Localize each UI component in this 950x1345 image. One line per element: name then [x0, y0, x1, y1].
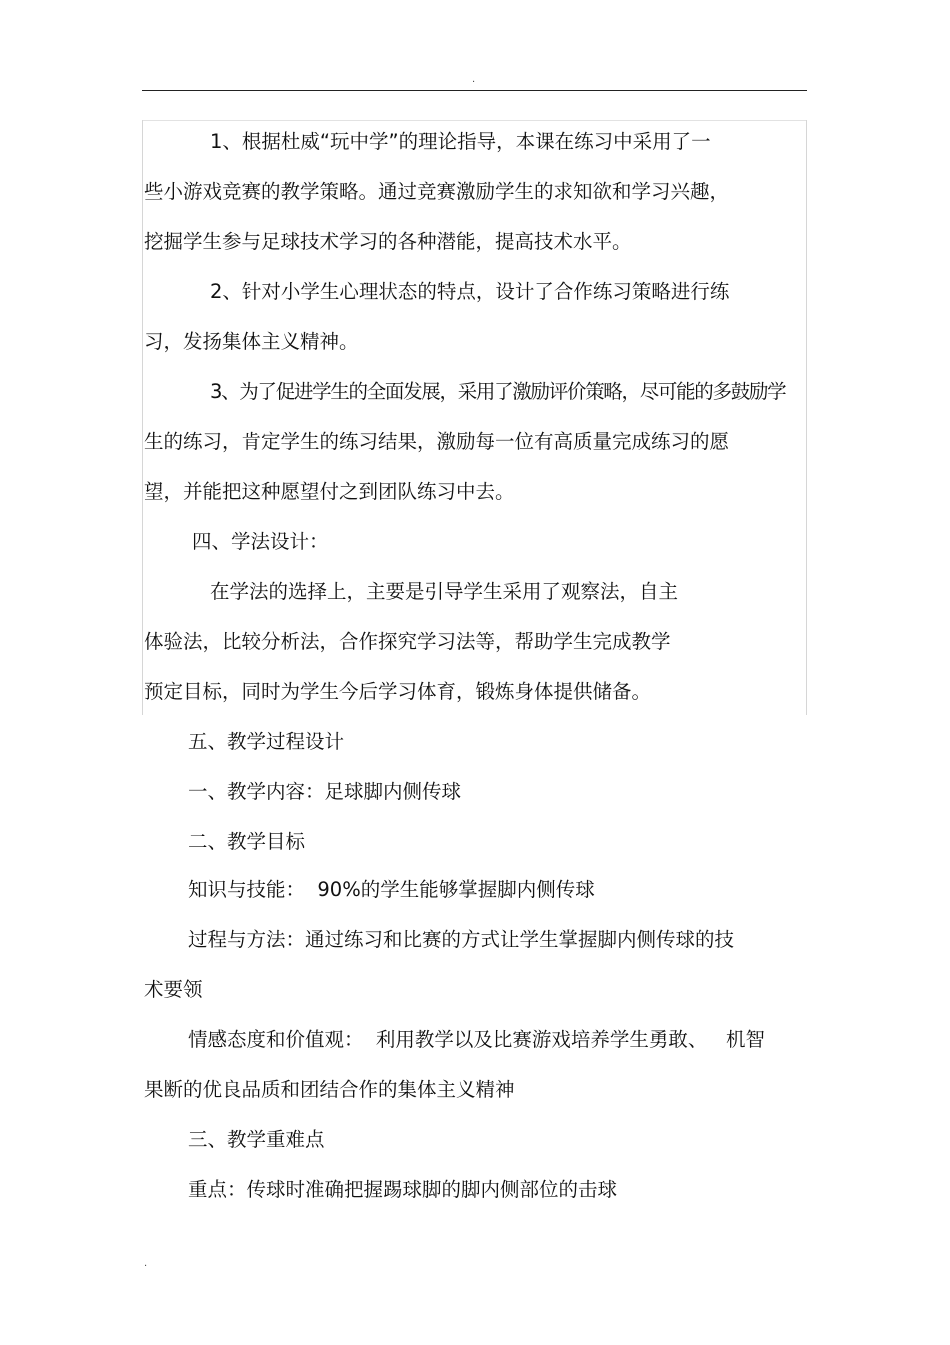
paragraph-4-line-3: 预定目标，同时为学生今后学习体育，锻炼身体提供储备。: [144, 680, 652, 703]
subheading-key-difficult-points: 三、教学重难点: [188, 1128, 325, 1151]
frame-right-border: [806, 120, 807, 715]
paragraph-1-line-3: 挖掘学生参与足球技术学习的各种潜能，提高技术水平。: [144, 230, 632, 253]
frame-top-border: [142, 120, 807, 121]
paragraph-4-line-1: 在学法的选择上，主要是引导学生采用了观察法，自主: [210, 580, 679, 603]
paragraph-2-line-1: 2、针对小学生心理状态的特点，设计了合作练习策略进行练: [210, 280, 730, 303]
frame-left-border: [142, 120, 143, 715]
paragraph-3-line-2: 生的练习，肯定学生的练习结果，激励每一位有高质量完成练习的愿: [144, 430, 730, 453]
section-heading-process-design: 五、教学过程设计: [188, 730, 345, 753]
header-rule: [142, 90, 807, 91]
key-point: 重点：传球时准确把握踢球脚的脚内侧部位的击球: [188, 1178, 618, 1201]
goal-process-method-line-2: 术要领: [144, 978, 203, 1001]
paragraph-3-line-3: 望，并能把这种愿望付之到团队练习中去。: [144, 480, 515, 503]
goal-emotion-values-line-2: 果断的优良品质和团结合作的集体主义精神: [144, 1078, 515, 1101]
paragraph-4-line-2: 体验法，比较分析法，合作探究学习法等，帮助学生完成教学: [144, 630, 671, 653]
section-heading-learning-method: 四、学法设计：: [192, 530, 329, 553]
paragraph-1-line-2: 些小游戏竞赛的教学策略。通过竞赛激励学生的求知欲和学习兴趣，: [144, 180, 730, 203]
subheading-teaching-content: 一、教学内容：足球脚内侧传球: [188, 780, 462, 803]
paragraph-2-line-2: 习，发扬集体主义精神。: [144, 330, 359, 353]
goal-knowledge-skills: 知识与技能： 90%的学生能够掌握脚内侧传球: [188, 878, 595, 901]
header-dot: .: [472, 74, 476, 85]
paragraph-3-line-1: 3、为了促进学生的全面发展，采用了激励评价策略，尽可能的多鼓励学: [210, 380, 786, 403]
goal-emotion-values-line-1: 情感态度和价值观： 利用教学以及比赛游戏培养学生勇敢、 机智: [188, 1028, 765, 1051]
goal-process-method-line-1: 过程与方法：通过练习和比赛的方式让学生掌握脚内侧传球的技: [188, 928, 735, 951]
footer-dot: .: [144, 1258, 148, 1269]
subheading-teaching-goals: 二、教学目标: [188, 830, 306, 853]
paragraph-1-line-1: 1、根据杜威“玩中学”的理论指导，本课在练习中采用了一: [210, 130, 711, 153]
